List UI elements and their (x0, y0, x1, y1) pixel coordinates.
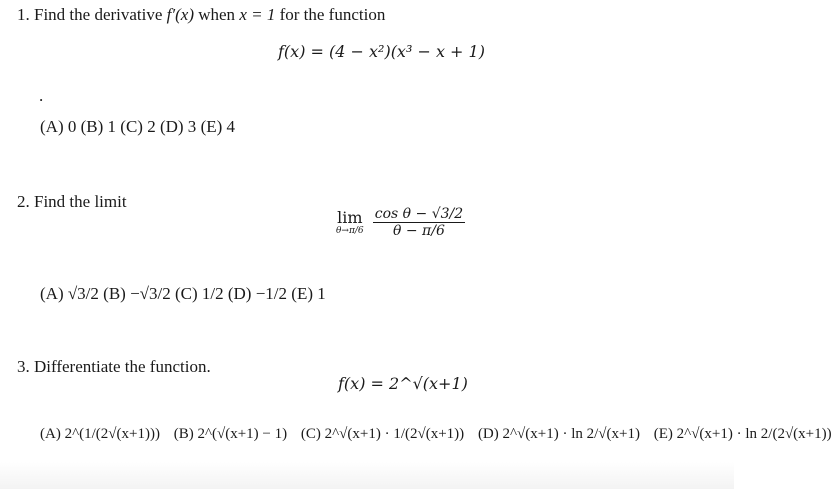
lim-word: lim (337, 207, 363, 227)
choice-b[interactable]: (B) −√3/2 (103, 284, 171, 303)
choice-d[interactable]: (D) 2^√(x+1) · ln 2/√(x+1) (477, 426, 640, 442)
question-3-function: f(x) = 2^√(x+1) (338, 374, 468, 393)
choice-c[interactable]: (C) 2^√(x+1) · 1/(2√(x+1)) (300, 426, 465, 442)
question-2-limit (336, 207, 465, 238)
lim-subscript: θ→π/6 (336, 225, 364, 236)
stray-mark: . (39, 86, 44, 105)
limit-fraction (373, 207, 465, 238)
choice-c[interactable]: (C) 1/2 (174, 284, 224, 303)
limit-denominator: θ − π/6 (393, 223, 445, 239)
question-1-choices (40, 117, 235, 137)
choice-e[interactable]: (E) 4 (200, 117, 236, 136)
choice-e[interactable]: (E) 1 (291, 284, 326, 303)
choice-a[interactable]: (A) 0 (40, 117, 77, 136)
bottom-fade (0, 462, 734, 489)
choice-b[interactable]: (B) 2^(√(x+1) − 1) (173, 426, 288, 442)
choice-c[interactable]: (C) 2 (120, 117, 156, 136)
question-3-prompt: 3. Differentiate the function. (17, 357, 211, 376)
choice-d[interactable]: (D) −1/2 (227, 284, 288, 303)
choice-a[interactable]: (A) √3/2 (40, 284, 99, 303)
question-3-choices (40, 426, 832, 443)
limit-numerator: cos θ − √3/2 (374, 206, 464, 222)
choice-e[interactable]: (E) 2^√(x+1) · ln 2/(2√(x+1)) (653, 426, 832, 442)
choice-d[interactable]: (D) 3 (159, 117, 197, 136)
question-2-prompt: 2. Find the limit (17, 192, 127, 211)
question-1-prompt: 1. Find the derivative f′(x) when x = 1 for the function (17, 5, 386, 24)
question-2-choices (40, 284, 326, 304)
choice-a[interactable]: (A) 2^(1/(2√(x+1))) (40, 426, 160, 442)
question-1-function: f(x) = (4 − x²)(x³ − x + 1) (278, 42, 485, 61)
choice-b[interactable]: (B) 1 (80, 117, 117, 136)
